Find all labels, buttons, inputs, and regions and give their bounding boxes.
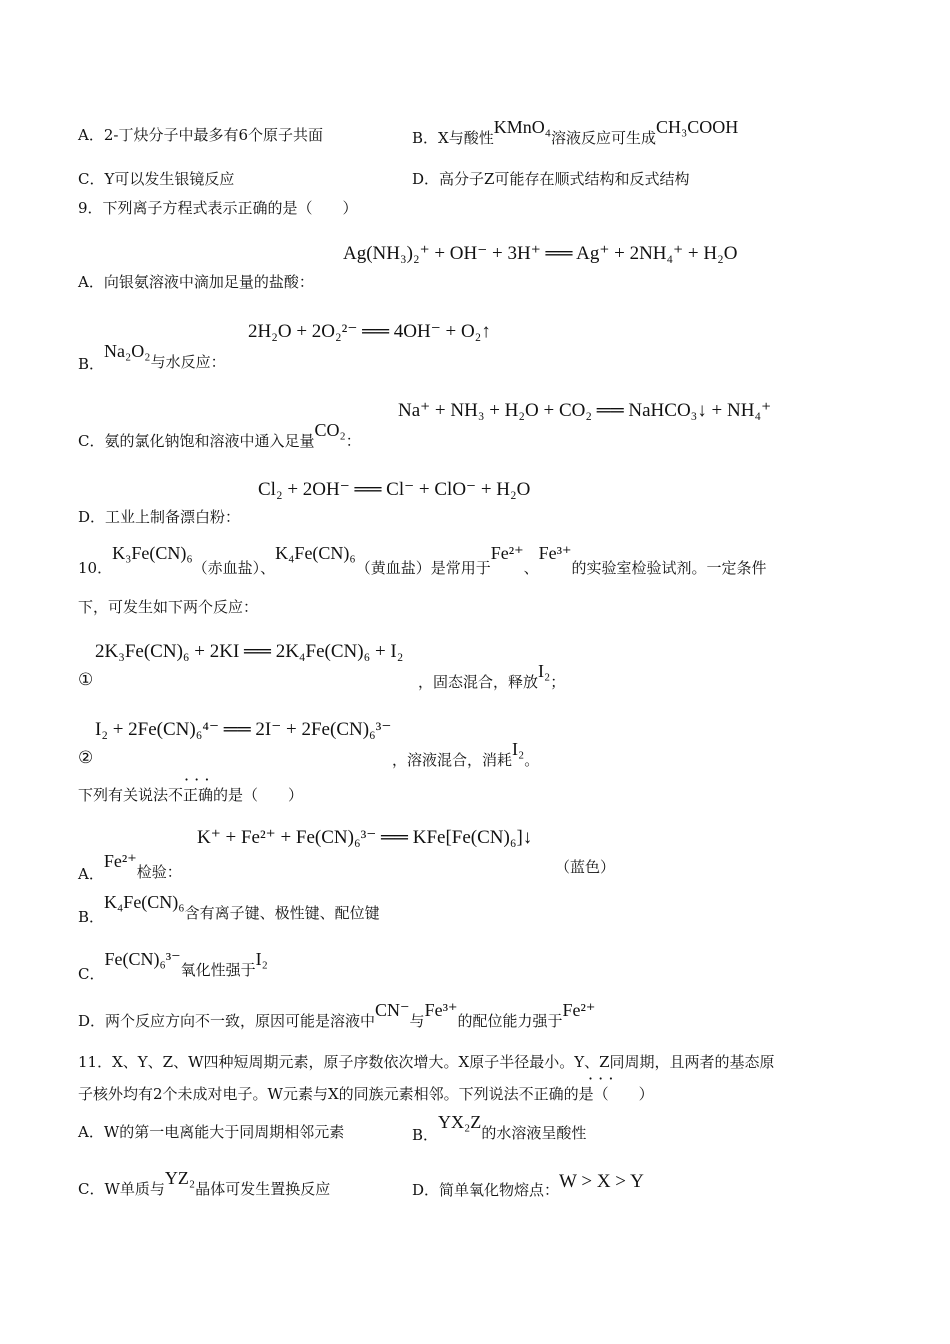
q10-k4-formula: K₄Fe(CN)₆ xyxy=(275,543,356,563)
q10-reaction2-note xyxy=(392,740,539,768)
q10-option-b-formula: K₄Fe(CN)₆ xyxy=(104,892,185,912)
q11-option-d xyxy=(412,1172,644,1198)
q10-option-a xyxy=(78,852,182,882)
q10-option-d-text: D．两个反应方向不一致，原因可能是溶液中 xyxy=(78,1012,376,1030)
q10-reaction2-text: ，溶液混合，消耗 xyxy=(392,751,513,769)
q9-option-c-suffix: ： xyxy=(345,432,361,450)
q8-option-d: D．高分子Z可能存在顺式结构和反式结构 xyxy=(412,170,690,188)
q11-option-d-formula: W > X > Y xyxy=(559,1171,644,1192)
q11-option-a: A．W的第一电离能大于同周期相邻元素 xyxy=(78,1123,345,1141)
q10-option-c-text: 氧化性强于 xyxy=(180,961,256,979)
q10-stem-line1 xyxy=(78,544,767,576)
q11-option-c-formula: YZ₂ xyxy=(164,1168,196,1188)
q9-option-c xyxy=(78,421,361,449)
q8-option-a: A．2-丁炔分子中最多有6个原子共面 xyxy=(78,126,323,144)
q10-option-d-mid: 与 xyxy=(409,1012,425,1030)
q10-fe2-formula: Fe²⁺ xyxy=(490,543,524,563)
q9-b-equation: 2H₂O + 2O₂²⁻ ══ 4OH⁻ + O₂↑ xyxy=(248,321,491,342)
q11-option-b-prefix: B． xyxy=(412,1126,439,1144)
q10-option-c-i2: I₂ xyxy=(255,949,268,969)
q11-stem-line1: 11．X、Y、Z、W四种短周期元素，原子序数依次增大。X原子半径最小。Y、Z同周期，且两者的基态原 xyxy=(78,1053,775,1071)
q8-option-c: C．Y可以发生银镜反应 xyxy=(78,170,235,188)
q10-option-d xyxy=(78,1001,595,1029)
q8-option-b-product: CH₃COOH xyxy=(656,117,739,137)
q11-emphasis-dots: · · · xyxy=(588,1069,614,1088)
q11-option-c-suffix: 晶体可发生置换反应 xyxy=(195,1180,331,1198)
q11-option-b-text: 的水溶液呈酸性 xyxy=(481,1124,587,1142)
q9-option-c-formula: CO₂ xyxy=(314,420,346,440)
q9-option-b-formula: Na₂O₂ xyxy=(104,341,151,361)
q9-option-c-text: C．氨的氯化钠饱和溶液中通入足量 xyxy=(78,432,315,450)
q9-option-a: A．向银氨溶液中滴加足量的盐酸： xyxy=(78,273,314,291)
q10-reaction2-equation: I₂ + 2Fe(CN)₆⁴⁻ ══ 2I⁻ + 2Fe(CN)₆³⁻ xyxy=(95,719,392,740)
q9-a-equation: Ag(NH₃)₂⁺ + OH⁻ + 3H⁺ ══ Ag⁺ + 2NH₄⁺ + H₂O xyxy=(343,243,738,264)
q11-option-b xyxy=(412,1113,586,1143)
q10-ask: 下列有关说法不正确的是（ ） xyxy=(78,786,304,804)
q10-k4-name: （黄血盐）是常用于 xyxy=(355,559,491,577)
q10-option-d-cn: CN⁻ xyxy=(375,1000,410,1020)
q11-stem-line2: 子核外均有2个未成对电子。W元素与X的同族元素相邻。下列说法不正确的是（ ） xyxy=(78,1085,654,1103)
q10-stem-line2: 下，可发生如下两个反应： xyxy=(78,598,259,616)
q8-option-b-mid: 溶液反应可生成 xyxy=(550,129,656,147)
q10-option-b xyxy=(78,893,380,925)
q9-option-b xyxy=(78,342,226,372)
q10-option-b-text: 含有离子键、极性键、配位键 xyxy=(184,904,380,922)
q10-option-a-note: （蓝色） xyxy=(555,858,616,876)
q8-option-b-prefix: B．X与酸性 xyxy=(412,129,494,147)
q10-reaction2-i2: I₂ xyxy=(512,739,525,759)
q9-option-b-text: 与水反应： xyxy=(150,353,226,371)
q10-reaction2-end: 。 xyxy=(524,751,540,769)
q9-option-d: D．工业上制备漂白粉： xyxy=(78,508,241,526)
q10-reaction1-text: ，固态混合，释放 xyxy=(418,673,539,691)
q11-option-c-text: C．W单质与 xyxy=(78,1180,165,1198)
q11-option-b-formula: YX₂Z xyxy=(438,1112,482,1132)
q10-k3-name: （赤血盐）、 xyxy=(192,559,276,577)
q10-option-d-fe2: Fe²⁺ xyxy=(562,1000,596,1020)
q10-number: 10． xyxy=(78,559,113,577)
q10-reaction1-note xyxy=(418,662,565,690)
q10-option-a-fe2: Fe²⁺ xyxy=(103,851,137,871)
q10-option-b-prefix: B． xyxy=(78,908,105,926)
q8-option-b xyxy=(412,118,738,146)
q10-stem-end: 的实验室检验试剂。一定条件 xyxy=(571,559,767,577)
q10-reaction1-end: ； xyxy=(550,673,566,691)
q10-option-a-prefix: A． xyxy=(78,865,104,883)
q10-reaction1-equation: 2K₃Fe(CN)₆ + 2KI ══ 2K₄Fe(CN)₆ + I₂ xyxy=(95,641,404,662)
q9-stem: 9．下列离子方程式表示正确的是（ ） xyxy=(78,199,358,217)
q10-k3-formula: K₃Fe(CN)₆ xyxy=(112,543,193,563)
q9-d-equation: Cl₂ + 2OH⁻ ══ Cl⁻ + ClO⁻ + H₂O xyxy=(258,479,531,500)
q10-option-c-formula: Fe(CN)₆³⁻ xyxy=(104,949,181,969)
q9-c-equation: Na⁺ + NH₃ + H₂O + CO₂ ══ NaHCO₃↓ + NH₄⁺ xyxy=(398,400,772,421)
q10-a-equation: K⁺ + Fe²⁺ + Fe(CN)₆³⁻ ══ KFe[Fe(CN)₆]↓ xyxy=(197,827,533,848)
q10-option-c-prefix: C． xyxy=(78,965,105,983)
q10-option-d-mid2: 的配位能力强于 xyxy=(457,1012,563,1030)
q10-emphasis-dots: · · · xyxy=(184,770,210,789)
q10-reaction1-label: ① xyxy=(78,670,94,690)
q9-option-b-prefix: B． xyxy=(78,355,105,373)
q10-option-c xyxy=(78,950,268,982)
q11-option-d-text: D．简单氧化物熔点： xyxy=(412,1181,560,1199)
q10-reaction2-label: ② xyxy=(78,748,94,768)
q10-option-a-text: 检验： xyxy=(136,863,182,881)
q11-option-c xyxy=(78,1169,330,1197)
q10-option-d-fe3: Fe³⁺ xyxy=(424,1000,458,1020)
q8-option-b-reagent: KMnO₄ xyxy=(493,117,551,137)
q10-separator: 、 xyxy=(523,559,539,577)
q10-reaction1-i2: I₂ xyxy=(538,661,551,681)
q10-fe3-formula: Fe³⁺ xyxy=(538,543,572,563)
